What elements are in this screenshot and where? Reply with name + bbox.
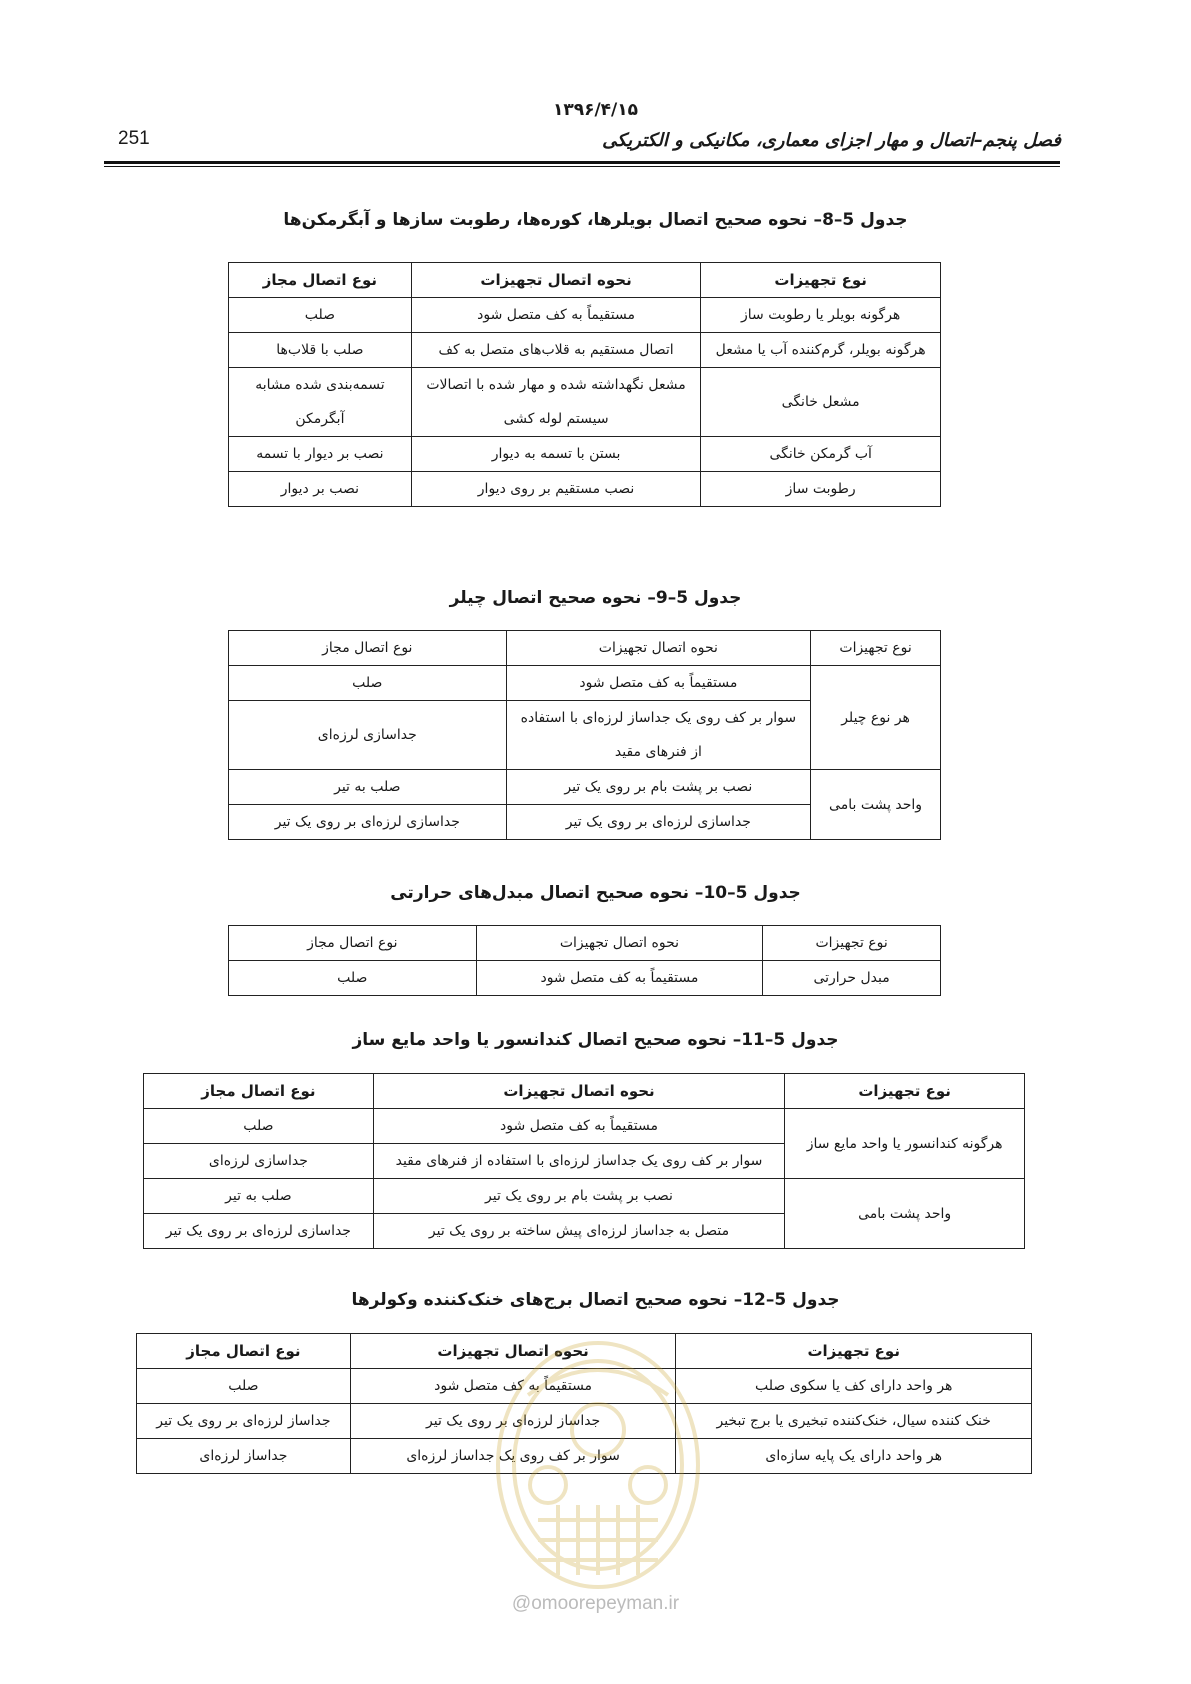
document-date: ۱۳۹۶/۴/۱۵: [552, 100, 639, 120]
table-5-8: [228, 262, 941, 507]
table-cell: مستقیماً به کف متصل شود: [350, 1369, 676, 1404]
table-cell: جداساز لرزه‌ای: [137, 1439, 351, 1474]
table-row: [229, 333, 941, 368]
table-caption-5-12: جدول 5–12– نحوه صحیح اتصال برج‌های خنک‌کننده وکولرها: [351, 1290, 840, 1310]
col-header-connection: نوع اتصال مجاز: [229, 926, 477, 961]
table-5-9: [228, 630, 941, 840]
table-cell: مستقیماً به کف متصل شود: [506, 666, 811, 701]
table-cell: اتصال مستقیم به قلاب‌های متصل به کف: [411, 333, 701, 368]
table-row: [229, 961, 941, 996]
col-header-connection: نوع اتصال مجاز: [229, 631, 507, 666]
table-cell: مبدل حرارتی: [763, 961, 941, 996]
table-cell: مستقیماً به کف متصل شود: [411, 298, 701, 333]
table-header-row: [229, 631, 941, 666]
col-header-method: نحوه اتصال تجهیزات: [506, 631, 811, 666]
table-cell: نصب بر دیوار: [229, 472, 412, 507]
col-header-method: نحوه اتصال تجهیزات: [373, 1074, 784, 1109]
col-header-method: نحوه اتصال تجهیزات: [411, 263, 701, 298]
table-cell: سوار بر کف روی یک جداساز لرزه‌ای با استفاده از فنرهای مقید: [506, 701, 811, 770]
table-header-row: [229, 926, 941, 961]
table-cell: رطوبت ساز: [701, 472, 941, 507]
table-cell: سوار بر کف روی یک جداساز لرزه‌ای: [350, 1439, 676, 1474]
table-cell: هرگونه بویلر یا رطوبت ساز: [701, 298, 941, 333]
table-cell: جداساز لرزه‌ای بر روی یک تیر: [350, 1404, 676, 1439]
table-cell: خنک کننده سیال، خنک‌کننده تبخیری یا برج تبخیر: [676, 1404, 1032, 1439]
col-header-equipment: نوع تجهیزات: [811, 631, 941, 666]
table-cell: صلب: [137, 1369, 351, 1404]
header-rule-thick: [104, 161, 1060, 164]
col-header-equipment: نوع تجهیزات: [676, 1334, 1032, 1369]
table-cell: هر واحد دارای کف یا سکوی صلب: [676, 1369, 1032, 1404]
table-cell: تسمه‌بندی شده مشابه آبگرمکن: [229, 368, 412, 437]
table-cell: متصل به جداساز لرزه‌ای پیش ساخته بر روی یک تیر: [373, 1214, 784, 1249]
table-row: [229, 298, 941, 333]
table-cell: نصب مستقیم بر روی دیوار: [411, 472, 701, 507]
table-cell: صلب: [229, 666, 507, 701]
table-cell: هر واحد دارای یک پایه سازه‌ای: [676, 1439, 1032, 1474]
table-cell: مستقیماً به کف متصل شود: [373, 1109, 784, 1144]
table-cell: مشعل نگهداشته شده و مهار شده با اتصالات سیستم لوله کشی: [411, 368, 701, 437]
table-row: [229, 437, 941, 472]
col-header-equipment: نوع تجهیزات: [701, 263, 941, 298]
table-cell: سوار بر کف روی یک جداساز لرزه‌ای با استفاده از فنرهای مقید: [373, 1144, 784, 1179]
table-cell: مشعل خانگی: [701, 368, 941, 437]
header-rule-thin: [104, 166, 1060, 167]
table-row: [229, 666, 941, 701]
table-cell: صلب: [229, 961, 477, 996]
table-cell: آب گرمکن خانگی: [701, 437, 941, 472]
col-header-connection: نوع اتصال مجاز: [137, 1334, 351, 1369]
table-5-10: [228, 925, 941, 996]
table-caption-5-9: جدول 5–9– نحوه صحیح اتصال چیلر: [449, 588, 742, 608]
table-cell: نصب بر دیوار با تسمه: [229, 437, 412, 472]
watermark-text: @omoorepeyman.ir: [511, 1593, 680, 1614]
table-header-row: [229, 263, 941, 298]
table-row: [229, 368, 941, 437]
table-cell: جداسازی لرزه‌ای بر روی یک تیر: [506, 805, 811, 840]
col-header-method: نحوه اتصال تجهیزات: [350, 1334, 676, 1369]
table-header-row: [144, 1074, 1025, 1109]
col-header-method: نحوه اتصال تجهیزات: [476, 926, 763, 961]
table-cell: هرگونه بویلر، گرم‌کننده آب یا مشعل: [701, 333, 941, 368]
table-row: [144, 1109, 1025, 1144]
page-number: 251: [118, 128, 150, 149]
table-cell: جداسازی لرزه‌ای بر روی یک تیر: [229, 805, 507, 840]
table-cell: جداسازی لرزه‌ای بر روی یک تیر: [144, 1214, 374, 1249]
table-cell: جداساز لرزه‌ای بر روی یک تیر: [137, 1404, 351, 1439]
col-header-equipment: نوع تجهیزات: [785, 1074, 1025, 1109]
table-cell-group: هر نوع چیلر: [811, 666, 941, 770]
table-cell: صلب با قلاب‌ها: [229, 333, 412, 368]
table-row: [144, 1179, 1025, 1214]
table-caption-5-8: جدول 5–8– نحوه صحیح اتصال بویلرها، کوره‌ها، رطوبت سازها و آبگرمکن‌ها: [283, 210, 908, 230]
table-row: [229, 472, 941, 507]
table-cell-group: واحد پشت بامی: [785, 1179, 1025, 1249]
table-cell: مستقیماً به کف متصل شود: [476, 961, 763, 996]
table-cell: جداسازی لرزه‌ای: [144, 1144, 374, 1179]
table-cell-group: هرگونه کندانسور یا واحد مایع ساز: [785, 1109, 1025, 1179]
seal-stamp-icon: [488, 1335, 708, 1595]
table-cell: نصب بر پشت بام بر روی یک تیر: [373, 1179, 784, 1214]
table-row: [229, 770, 941, 805]
table-5-11: [143, 1073, 1025, 1249]
table-cell: صلب: [229, 298, 412, 333]
col-header-connection: نوع اتصال مجاز: [229, 263, 412, 298]
table-cell: جداسازی لرزه‌ای: [229, 701, 507, 770]
table-cell: نصب بر پشت بام بر روی یک تیر: [506, 770, 811, 805]
col-header-connection: نوع اتصال مجاز: [144, 1074, 374, 1109]
table-cell: صلب به تیر: [229, 770, 507, 805]
table-caption-5-10: جدول 5–10– نحوه صحیح اتصال مبدل‌های حرارتی: [390, 883, 801, 903]
table-cell: صلب به تیر: [144, 1179, 374, 1214]
table-cell-group: واحد پشت بامی: [811, 770, 941, 840]
table-cell: صلب: [144, 1109, 374, 1144]
table-cell: بستن با تسمه به دیوار: [411, 437, 701, 472]
chapter-title: فصل پنجم–اتصال و مهار اجزای معماری، مکانیکی و الکتریکی: [602, 130, 1061, 151]
table-caption-5-11: جدول 5–11– نحوه صحیح اتصال کندانسور یا واحد مایع ساز: [352, 1030, 839, 1050]
col-header-equipment: نوع تجهیزات: [763, 926, 941, 961]
